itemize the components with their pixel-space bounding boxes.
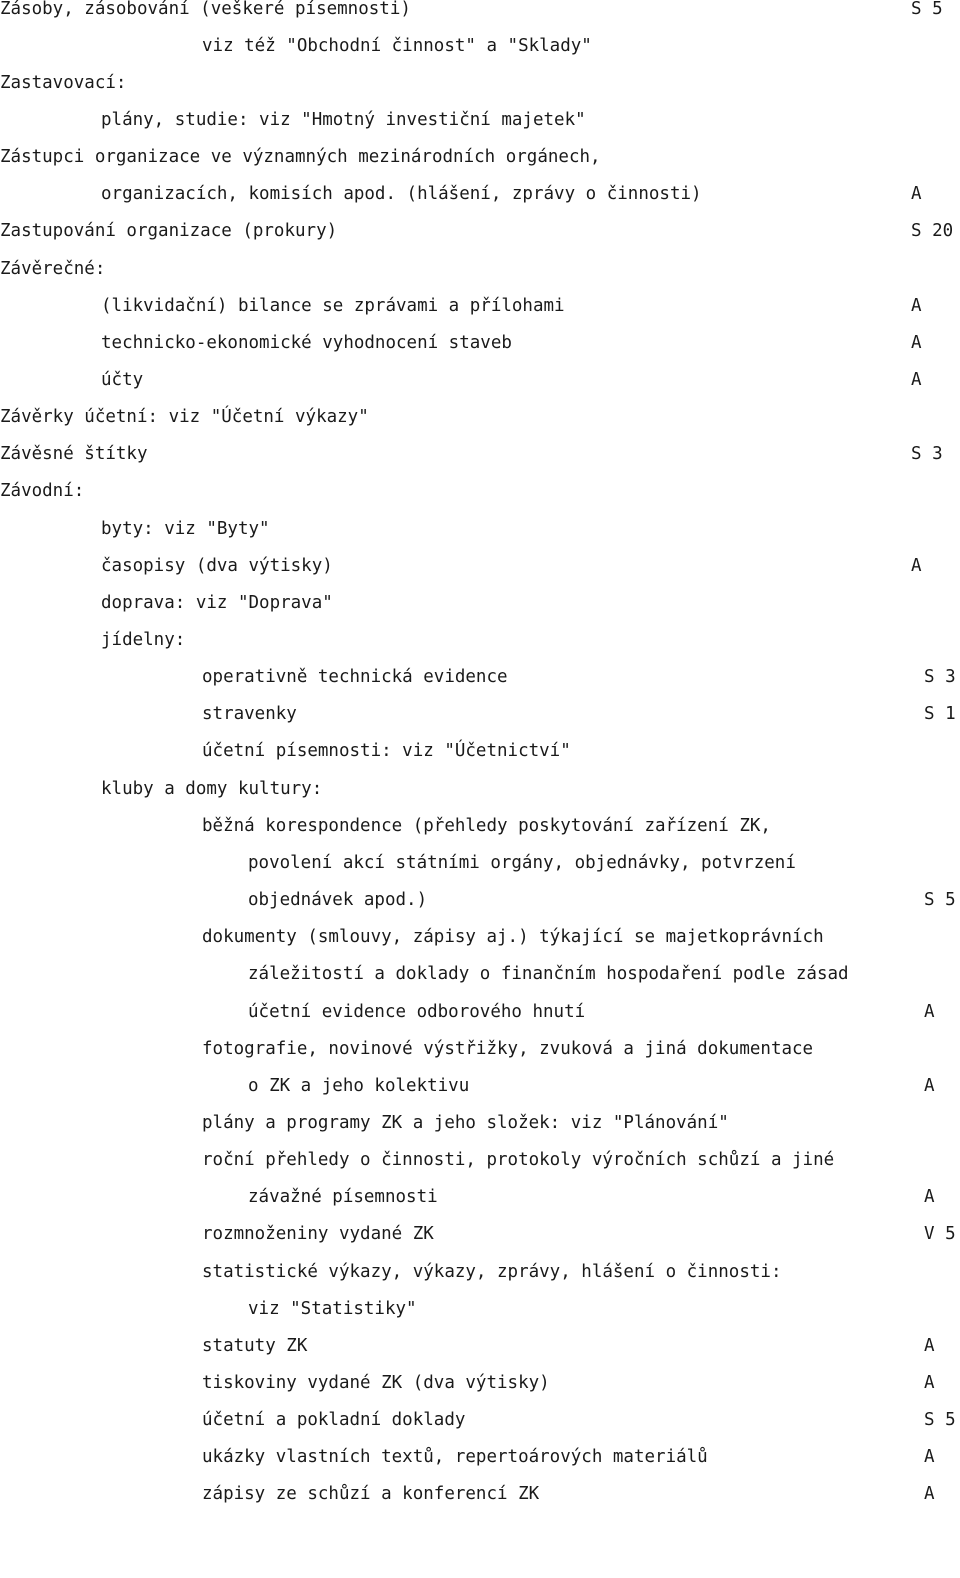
retention-code: S 5 bbox=[924, 890, 956, 910]
entry-dokumenty-cont2 bbox=[0, 1000, 960, 1024]
entry-vyhodnoceni bbox=[0, 331, 960, 355]
entry-zasoby bbox=[0, 0, 960, 21]
retention-code: A bbox=[924, 1336, 935, 1356]
entry-text: běžná korespondence (přehledy poskytování zařízení ZK, bbox=[202, 816, 771, 836]
entry-text: doprava: viz "Doprava" bbox=[101, 593, 333, 613]
entry-text: Zásoby, zásobování (veškeré písemnosti) bbox=[0, 0, 411, 19]
entry-ucetni-doklady bbox=[0, 1408, 960, 1432]
entry-korespondence-cont1 bbox=[0, 851, 960, 875]
entry-ucetni-pisemnosti bbox=[0, 739, 960, 763]
entry-text: operativně technická evidence bbox=[202, 667, 508, 687]
entry-text: tiskoviny vydané ZK (dva výtisky) bbox=[202, 1373, 550, 1393]
entry-text: Závěrky účetní: viz "Účetní výkazy" bbox=[0, 407, 369, 427]
entry-text: fotografie, novinové výstřižky, zvuková a jiná dokumentace bbox=[202, 1039, 814, 1059]
entry-zaverecne bbox=[0, 257, 960, 281]
retention-code: S 3 bbox=[924, 667, 956, 687]
entry-casopisy bbox=[0, 554, 960, 578]
retention-code: A bbox=[924, 1447, 935, 1467]
entry-text: rozmnoženiny vydané ZK bbox=[202, 1224, 434, 1244]
entry-text: Závěrečné: bbox=[0, 259, 106, 279]
entry-text: ukázky vlastních textů, repertoárových materiálů bbox=[202, 1447, 708, 1467]
entry-text: Zastupování organizace (prokury) bbox=[0, 221, 338, 241]
entry-text: Zastavovací: bbox=[0, 73, 127, 93]
entry-text: plány, studie: viz "Hmotný investiční majetek" bbox=[101, 110, 586, 130]
entry-byty bbox=[0, 517, 960, 541]
retention-code: S 20 bbox=[911, 221, 954, 241]
entry-text: objednávek apod.) bbox=[248, 890, 428, 910]
entry-text: technicko-ekonomické vyhodnocení staveb bbox=[101, 333, 512, 353]
entry-rocni-prehledy-cont bbox=[0, 1185, 960, 1209]
entry-kluby bbox=[0, 777, 960, 801]
retention-code: A bbox=[924, 1373, 935, 1393]
entry-text: o ZK a jeho kolektivu bbox=[248, 1076, 470, 1096]
retention-code: S 1 bbox=[924, 704, 956, 724]
entry-text: účetní evidence odborového hnutí bbox=[248, 1002, 586, 1022]
entry-text: viz též "Obchodní činnost" a "Sklady" bbox=[202, 36, 592, 56]
entry-tiskoviny bbox=[0, 1371, 960, 1395]
entry-text: statuty ZK bbox=[202, 1336, 308, 1356]
entry-text: účetní písemnosti: viz "Účetnictví" bbox=[202, 741, 571, 761]
retention-code: V 5 bbox=[924, 1224, 956, 1244]
retention-code: A bbox=[911, 296, 922, 316]
entry-text: zápisy ze schůzí a konferencí ZK bbox=[202, 1484, 540, 1504]
retention-code: S 5 bbox=[924, 1410, 956, 1430]
entry-ucty bbox=[0, 368, 960, 392]
entry-zastupovani bbox=[0, 219, 960, 243]
entry-text: organizacích, komisích apod. (hlášení, zprávy o činnosti) bbox=[101, 184, 702, 204]
retention-code: S 5 bbox=[911, 0, 943, 19]
entry-jidelny bbox=[0, 628, 960, 652]
entry-plany-studie bbox=[0, 108, 960, 132]
entry-text: kluby a domy kultury: bbox=[101, 779, 323, 799]
entry-statisticke-vykazy bbox=[0, 1260, 960, 1284]
entry-zastupci-cont bbox=[0, 182, 960, 206]
entry-operativne bbox=[0, 665, 960, 689]
retention-code: A bbox=[911, 333, 922, 353]
entry-text: povolení akcí státními orgány, objednávky, potvrzení bbox=[248, 853, 796, 873]
entry-plany-programy bbox=[0, 1111, 960, 1135]
entry-doprava bbox=[0, 591, 960, 615]
entry-korespondence bbox=[0, 814, 960, 838]
entry-statistiky-ref bbox=[0, 1297, 960, 1321]
entry-text: stravenky bbox=[202, 704, 297, 724]
entry-korespondence-cont2 bbox=[0, 888, 960, 912]
entry-text: účty bbox=[101, 370, 144, 390]
entry-stravenky bbox=[0, 702, 960, 726]
entry-text: Zástupci organizace ve významných mezinárodních orgánech, bbox=[0, 147, 601, 167]
retention-code: A bbox=[911, 184, 922, 204]
entry-text: jídelny: bbox=[101, 630, 186, 650]
entry-zavesne-stitky bbox=[0, 442, 960, 466]
entry-text: časopisy (dva výtisky) bbox=[101, 556, 333, 576]
entry-text: statistické výkazy, výkazy, zprávy, hlášení o činnosti: bbox=[202, 1262, 782, 1282]
retention-code: S 3 bbox=[911, 444, 943, 464]
retention-code: A bbox=[924, 1187, 935, 1207]
entry-statuty bbox=[0, 1334, 960, 1358]
retention-code: A bbox=[924, 1484, 935, 1504]
entry-ukazky bbox=[0, 1445, 960, 1469]
entry-reference bbox=[0, 34, 960, 58]
entry-rocni-prehledy bbox=[0, 1148, 960, 1172]
entry-text: (likvidační) bilance se zprávami a přílohami bbox=[101, 296, 565, 316]
entry-text: byty: viz "Byty" bbox=[101, 519, 270, 539]
entry-fotografie-cont bbox=[0, 1074, 960, 1098]
entry-dokumenty-cont1 bbox=[0, 962, 960, 986]
entry-zastavovaci bbox=[0, 71, 960, 95]
entry-dokumenty bbox=[0, 925, 960, 949]
entry-zapisy bbox=[0, 1482, 960, 1506]
entry-zaverky bbox=[0, 405, 960, 429]
entry-text: Závodní: bbox=[0, 481, 85, 501]
entry-text: plány a programy ZK a jeho složek: viz "Plánování" bbox=[202, 1113, 729, 1133]
entry-text: účetní a pokladní doklady bbox=[202, 1410, 466, 1430]
retention-code: A bbox=[924, 1002, 935, 1022]
entry-bilance bbox=[0, 294, 960, 318]
entry-rozmnozeniny bbox=[0, 1222, 960, 1246]
entry-text: závažné písemnosti bbox=[248, 1187, 438, 1207]
entry-text: záležitostí a doklady o finančním hospodaření podle zásad bbox=[248, 964, 849, 984]
entry-text: Závěsné štítky bbox=[0, 444, 148, 464]
retention-code: A bbox=[924, 1076, 935, 1096]
entry-text: roční přehledy o činnosti, protokoly výročních schůzí a jiné bbox=[202, 1150, 835, 1170]
retention-code: A bbox=[911, 556, 922, 576]
entry-zavodni bbox=[0, 479, 960, 503]
entry-text: dokumenty (smlouvy, zápisy aj.) týkající se majetkoprávních bbox=[202, 927, 824, 947]
entry-fotografie bbox=[0, 1037, 960, 1061]
entry-text: viz "Statistiky" bbox=[248, 1299, 417, 1319]
entry-zastupci bbox=[0, 145, 960, 169]
retention-code: A bbox=[911, 370, 922, 390]
